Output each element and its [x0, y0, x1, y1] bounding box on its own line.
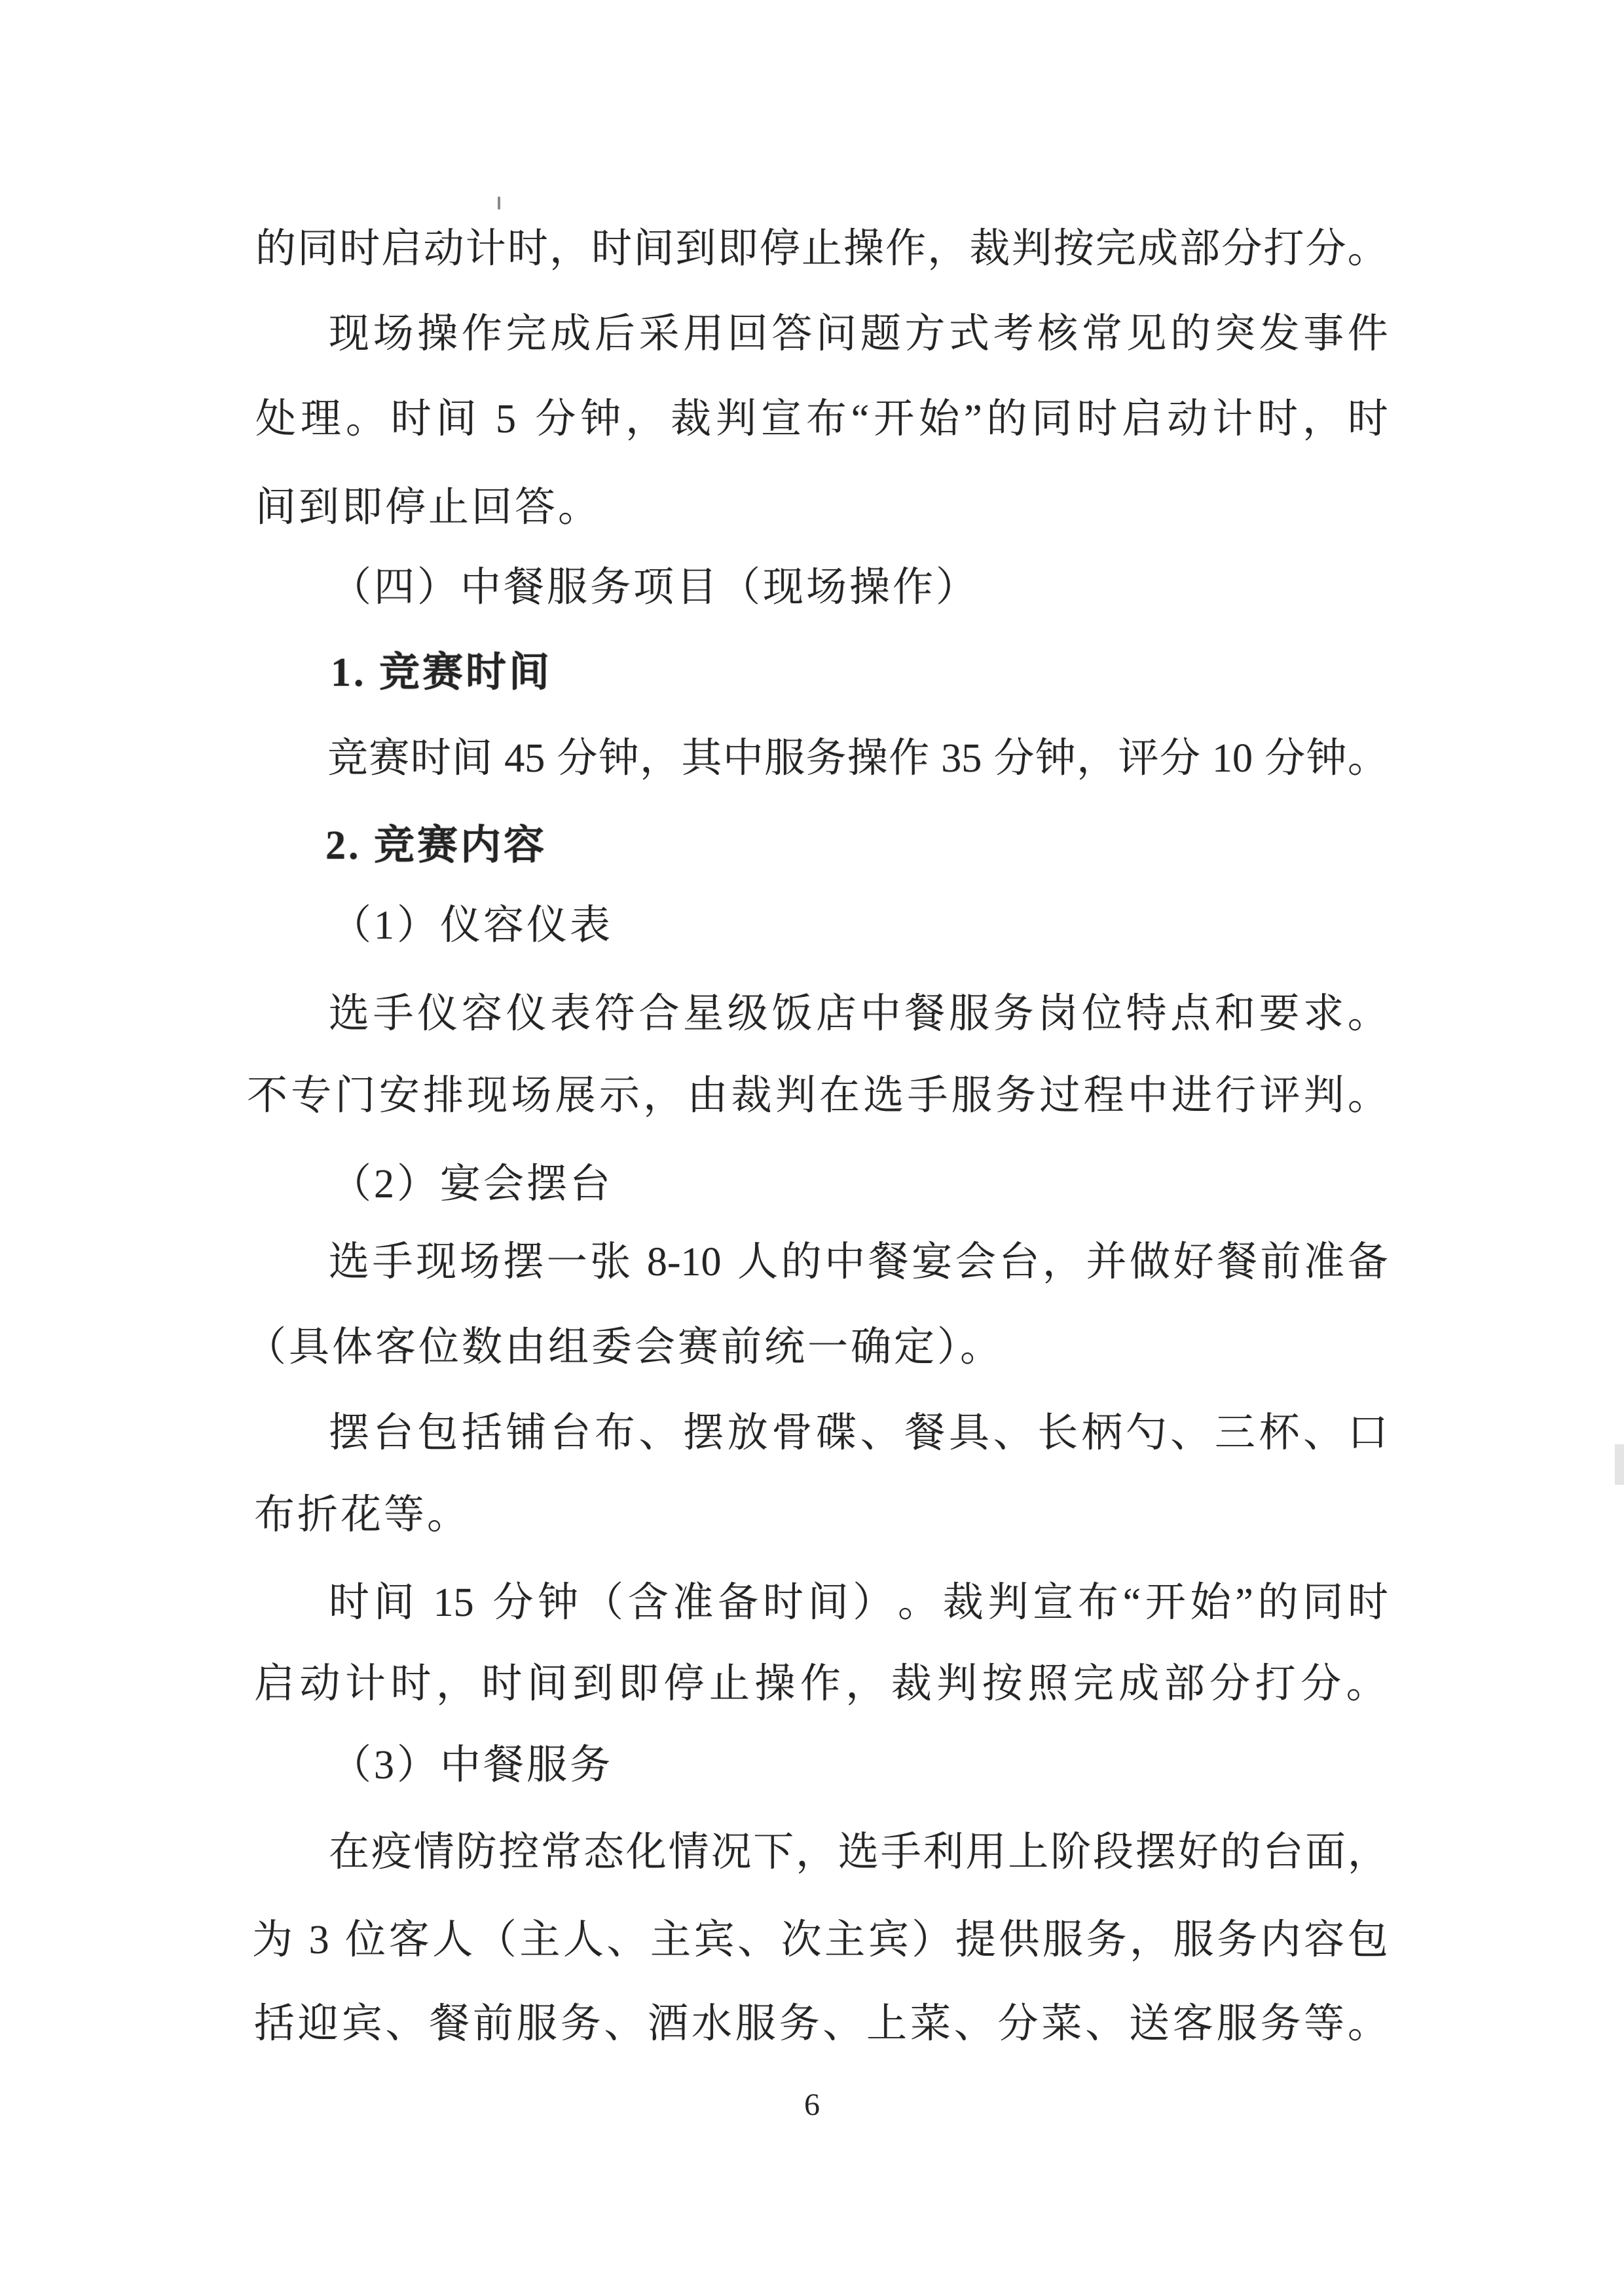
- text-line: （四）中餐服务项目（现场操作）: [331, 565, 980, 610]
- text-line: 不 专 门 安 排 现 场 展 示 ， 由 裁 判 在 选 手 服 务 过 程 中 进 行 评 判 。: [247, 1074, 1388, 1118]
- text-line: 选 手 仪 容 仪 表 符 合 星 级 饭 店 中 餐 服 务 岗 位 特 点 和 要 求 。: [329, 992, 1388, 1036]
- text-line: 间到即停止回答。: [255, 485, 602, 530]
- text-line: 启 动 计 时 ， 时 间 到 即 停 止 操 作 ， 裁 判 按 照 完 成 部 分 打 分 。: [254, 1662, 1387, 1706]
- text-line: 处 理 。 时 间 5 分 钟 ， 裁 判 宣 布 “ 开 始 ” 的 同 时 启 动 计 时 ， 时: [255, 397, 1388, 441]
- text-line: （具体客位数由组委会赛前统一确定）。: [246, 1325, 1004, 1370]
- text-line: 为 3 位 客 人 （ 主 人 、 主 宾 、 次 主 宾 ） 提 供 服 务 ， 服 务 内 容 包: [252, 1918, 1388, 1962]
- text-line: 布折花等。: [254, 1493, 471, 1537]
- text-line: 现 场 操 作 完 成 后 采 用 回 答 问 题 方 式 考 核 常 见 的 突 发 事 件: [329, 312, 1388, 356]
- text-line: （3）中餐服务: [331, 1743, 614, 1787]
- text-line: 摆 台 包 括 铺 台 布 、 摆 放 骨 碟 、 餐 具 、 长 柄 勺 、 三 杯 、 口: [329, 1411, 1388, 1455]
- text-line: 时 间 15 分 钟 （ 含 准 备 时 间 ） 。 裁 判 宣 布 “ 开 始 ” 的 同 时: [329, 1581, 1388, 1625]
- text-line: 括 迎 宾 、 餐 前 服 务 、 酒 水 服 务 、 上 菜 、 分 菜 、 送 客 服 务 等 。: [254, 2002, 1388, 2046]
- text-line: 的 同 时 启 动 计 时 ， 时 间 到 即 停 止 操 作 ， 裁 判 按 完 成 部 分 打 分 。: [255, 227, 1388, 271]
- text-line: 竞 赛 时 间 45 分 钟 ， 其 中 服 务 操 作 35 分 钟 ， 评 分 10 分 钟 。: [327, 736, 1388, 781]
- text-line: 选 手 现 场 摆 一 张 8-10 人 的 中 餐 宴 会 台 ， 并 做 好 餐 前 准 备: [329, 1240, 1388, 1284]
- text-line: 1. 竞赛时间: [331, 650, 553, 695]
- text-line: （2）宴会摆台: [331, 1162, 614, 1206]
- page-number: 6: [804, 2087, 820, 2122]
- text-line: 在 疫 情 防 控 常 态 化 情 况 下 ， 选 手 利 用 上 阶 段 摆 好 的 台 面 ，: [329, 1830, 1388, 1875]
- text-line: 2. 竞赛内容: [325, 823, 547, 868]
- text-line: （1）仪容仪表: [331, 903, 614, 948]
